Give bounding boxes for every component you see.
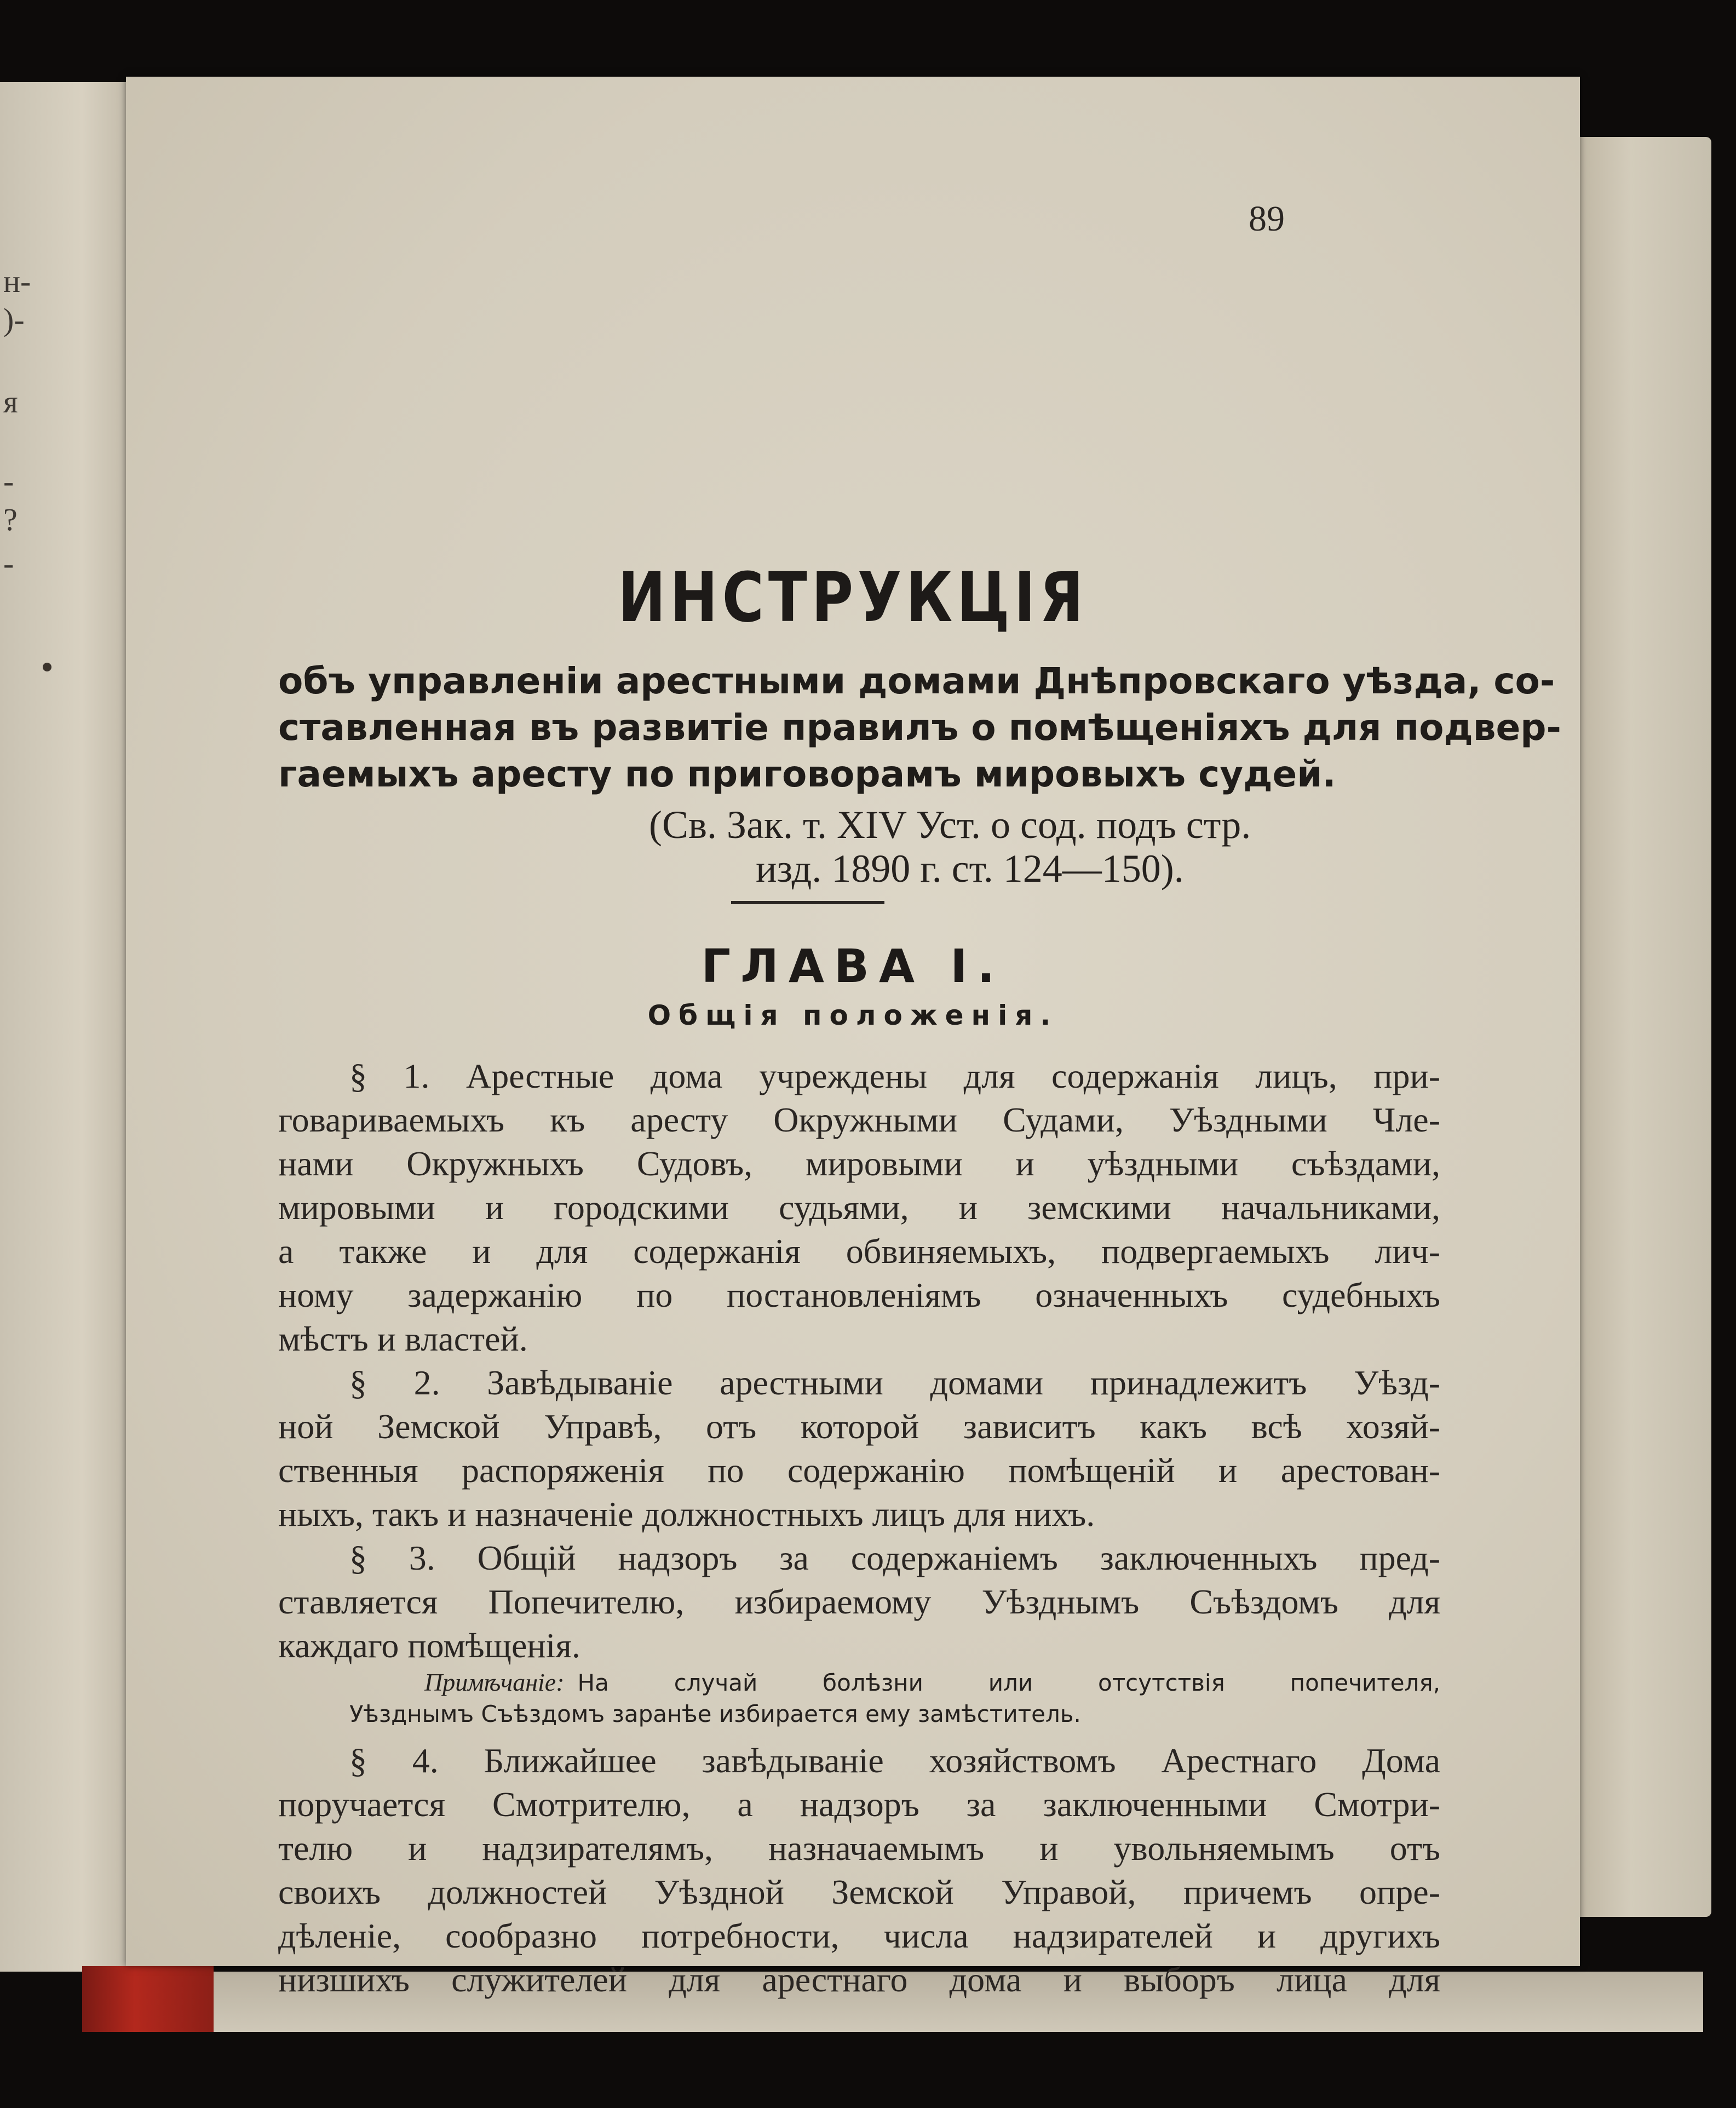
note-line: Уѣзднымъ Съѣздомъ заранѣе избирается ему замѣститель. [349,1701,1081,1727]
paragraph-4-line: телю и надзирателямъ, назначаемымъ и увольняемымъ отъ [278,1829,1440,1868]
paragraph-2-line: ныхъ, такъ и назначеніе должностныхъ лицъ для нихъ. [278,1495,1095,1533]
citation-line: изд. 1890 г. ст. 124—150). [756,847,1184,891]
page-number: 89 [1249,199,1285,239]
paragraph-4-line: своихъ должностей Уѣздной Земской Управой, причемъ опре- [278,1872,1440,1911]
note-first-line [424,1668,1440,1697]
left-page-fragment: - [3,463,14,499]
left-page-fragment: ? [3,502,18,537]
left-page-fragment: )- [3,302,25,337]
document-page [126,77,1580,1999]
left-page-fragment: н- [3,263,31,299]
subtitle-line: ставленная въ развитіе правилъ о помѣщеніяхъ для подвер- [278,707,1561,749]
book-spine [82,1966,214,2032]
paragraph-1-line: мѣстъ и властей. [278,1319,528,1358]
paragraph-2-line: § 2. Завѣдываніе арестными домами принадлежитъ Уѣзд- [349,1363,1440,1402]
paragraph-4-line: поручается Смотрителю, а надзоръ за заключенными Смотри- [278,1785,1440,1824]
left-facing-page [0,82,137,1972]
paragraph-1-line: мировыми и городскими судьями, и земскими начальниками, [278,1188,1440,1227]
paragraph-1-line: ному задержанію по постановленіямъ означенныхъ судебныхъ [278,1276,1440,1314]
page-edge-stack [1577,137,1711,1917]
paragraph-1-line: а также и для содержанія обвиняемыхъ, подвергаемыхъ лич- [278,1232,1440,1271]
ink-spot [43,663,51,671]
left-page-fragment: - [3,545,14,581]
paragraph-1-line: § 1. Арестные дома учреждены для содержанія лицъ, при- [349,1056,1440,1095]
left-page-fragment: я [3,384,18,420]
chapter-heading: ГЛАВА I. [701,939,1005,993]
note-line: На случай болѣзни или отсутствія попечителя, [577,1669,1440,1696]
paragraph-4-line: дѣленіе, сообразно потребности, числа надзирателей и другихъ [278,1916,1440,1955]
paragraph-1-line: нами Окружныхъ Судовъ, мировыми и уѣздными съѣздами, [278,1144,1440,1183]
divider-rule [731,901,884,904]
citation-line: (Св. Зак. т. XIV Уст. о сод. подъ стр. [649,803,1251,847]
paragraph-2-line: ной Земской Управѣ, отъ которой зависитъ какъ всѣ хозяй- [278,1407,1440,1446]
paragraph-3-line: ставляется Попечителю, избираемому Уѣзднымъ Съѣздомъ для [278,1582,1440,1621]
paragraph-1-line: говариваемыхъ къ аресту Окружными Судами, Уѣздными Чле- [278,1100,1440,1139]
paragraph-2-line: ственныя распоряженія по содержанію помѣщеній и арестован- [278,1451,1440,1490]
paragraph-4-line: § 4. Ближайшее завѣдываніе хозяйствомъ Арестнаго Дома [349,1741,1440,1780]
section-heading: Общія положенія. [647,1000,1059,1031]
document-title: ИНСТРУКЦІЯ [618,557,1088,638]
paragraph-4-line: низшихъ служителей для арестнаго дома и выборъ лица для [278,1960,1440,1999]
subtitle-line: объ управленіи арестными домами Днѣпровскаго уѣзда, со- [278,660,1555,702]
paragraph-3-line: § 3. Общій надзоръ за содержаніемъ заключенныхъ пред- [349,1538,1440,1577]
paragraph-3-line: каждаго помѣщенія. [278,1626,580,1665]
subtitle-line: гаемыхъ аресту по приговорамъ мировыхъ судей. [278,753,1336,795]
note-label: Примѣчаніе: [424,1668,565,1696]
